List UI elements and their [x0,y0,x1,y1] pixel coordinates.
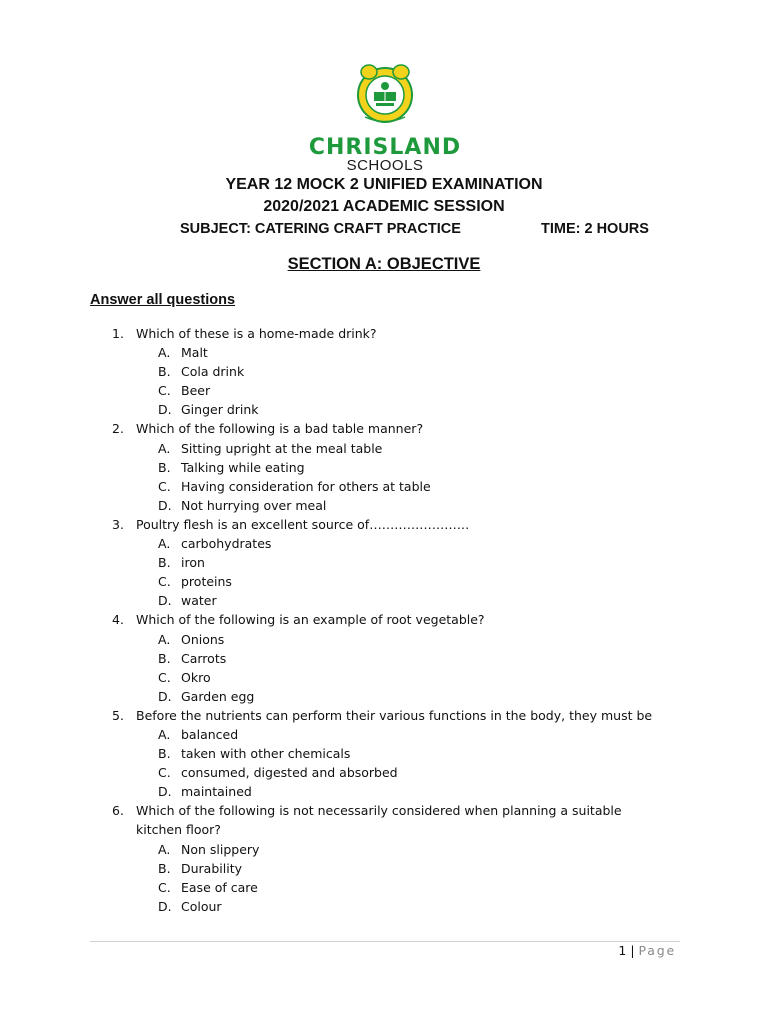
answer-option [0,878,768,897]
section-title [0,255,768,274]
subject-label: SUBJECT: CATERING CRAFT PRACTICE [180,221,461,237]
page-number: 1 [618,943,627,958]
question-item [0,324,768,419]
question-text: Poultry flesh is an excellent source of…………………… [136,516,470,532]
option-text: Beer [181,383,211,399]
option-text: consumed, digested and absorbed [181,765,398,781]
school-logo [310,62,460,172]
option-letter: D. [158,898,172,914]
option-text: Garden egg [181,688,255,704]
option-text: maintained [181,784,252,800]
question-item [0,419,768,514]
page-footer [618,943,676,958]
option-letter: D. [158,402,172,418]
answer-option [0,725,768,744]
question-item [0,515,768,610]
answer-option [0,763,768,782]
question-number: 1. [112,326,124,341]
option-text: Durability [181,860,242,876]
option-text: Ginger drink [181,402,259,418]
answer-option [0,782,768,801]
option-letter: C. [158,478,171,494]
question-item [0,610,768,705]
option-letter: B. [158,364,171,380]
exam-title: YEAR 12 MOCK 2 UNIFIED EXAMINATION [225,176,543,193]
option-text: carbohydrates [181,536,272,552]
footer-divider [90,941,680,942]
question-list [0,324,768,916]
option-text: water [181,593,217,609]
option-text: Talking while eating [181,459,305,475]
option-text: Colour [181,898,222,914]
option-text: Ease of care [181,879,258,895]
answer-option [0,859,768,878]
answer-option [0,400,768,419]
option-text: Onions [181,631,225,647]
answer-option [0,553,768,572]
instruction: Answer all questions [90,292,236,308]
option-text: Non slippery [181,841,260,857]
question-text: Before the nutrients can perform their various functions in the body, they must be [136,707,653,723]
answer-option [0,591,768,610]
question-text: Which of the following is a bad table manner? [136,421,424,437]
option-letter: A. [158,841,171,857]
answer-option [0,840,768,859]
answer-option [0,744,768,763]
option-text: Not hurrying over meal [181,497,327,513]
answer-option [0,362,768,381]
question-item [0,801,768,916]
answer-option [0,630,768,649]
question-number: 2. [112,421,124,437]
answer-option [0,897,768,916]
question-number: 3. [112,516,124,532]
question-text: kitchen floor? [136,822,221,838]
option-letter: B. [158,650,171,666]
answer-option [0,439,768,458]
option-text: Carrots [181,650,227,666]
option-letter: B. [158,860,171,876]
question-number: 6. [112,803,124,819]
page-label: Page [638,943,676,958]
answer-option [0,381,768,400]
logo-school-sub: SCHOOLS [346,157,424,172]
option-letter: B. [158,555,171,571]
answer-option [0,687,768,706]
option-letter: A. [158,726,171,742]
section-title-text: SECTION A: OBJECTIVE [287,255,481,273]
option-text: iron [181,555,205,571]
answer-option [0,458,768,477]
option-letter: A. [158,440,171,456]
option-letter: B. [158,746,171,762]
question-number: 4. [112,612,124,628]
question-item [0,706,768,801]
answer-option [0,534,768,553]
page-separator: | [630,943,635,958]
option-letter: A. [158,631,171,647]
option-letter: D. [158,688,172,704]
question-line [0,610,768,629]
logo-school-name: CHRISLAND [310,135,460,160]
option-letter: D. [158,784,172,800]
crest-emblem [358,65,412,122]
option-text: Cola drink [181,364,245,380]
question-line [0,515,768,534]
academic-session: 2020/2021 ACADEMIC SESSION [263,198,505,215]
answer-option [0,572,768,591]
option-text: Having consideration for others at table [181,478,431,494]
option-text: taken with other chemicals [181,746,351,762]
question-line [0,419,768,438]
option-letter: D. [158,593,172,609]
answer-option [0,668,768,687]
question-line [0,801,768,820]
option-text: Malt [181,345,208,361]
option-letter: C. [158,879,171,895]
option-text: balanced [181,726,239,742]
option-letter: C. [158,574,171,590]
option-text: Okro [181,669,211,685]
option-letter: A. [158,345,171,361]
answer-option [0,343,768,362]
option-text: Sitting upright at the meal table [181,440,383,456]
option-letter: B. [158,459,171,475]
option-letter: C. [158,765,171,781]
answer-option [0,496,768,515]
option-letter: D. [158,497,172,513]
option-letter: A. [158,536,171,552]
question-number: 5. [112,707,124,723]
option-letter: C. [158,383,171,399]
question-line [0,706,768,725]
answer-option [0,649,768,668]
question-line [0,324,768,343]
option-text: proteins [181,574,232,590]
question-text: Which of the following is not necessarily considered when planning a suitable [136,803,622,819]
question-line [0,820,768,839]
option-letter: C. [158,669,171,685]
question-text: Which of the following is an example of root vegetable? [136,612,485,628]
time-label: TIME: 2 HOURS [541,221,649,237]
answer-option [0,477,768,496]
question-text: Which of these is a home-made drink? [136,326,377,341]
